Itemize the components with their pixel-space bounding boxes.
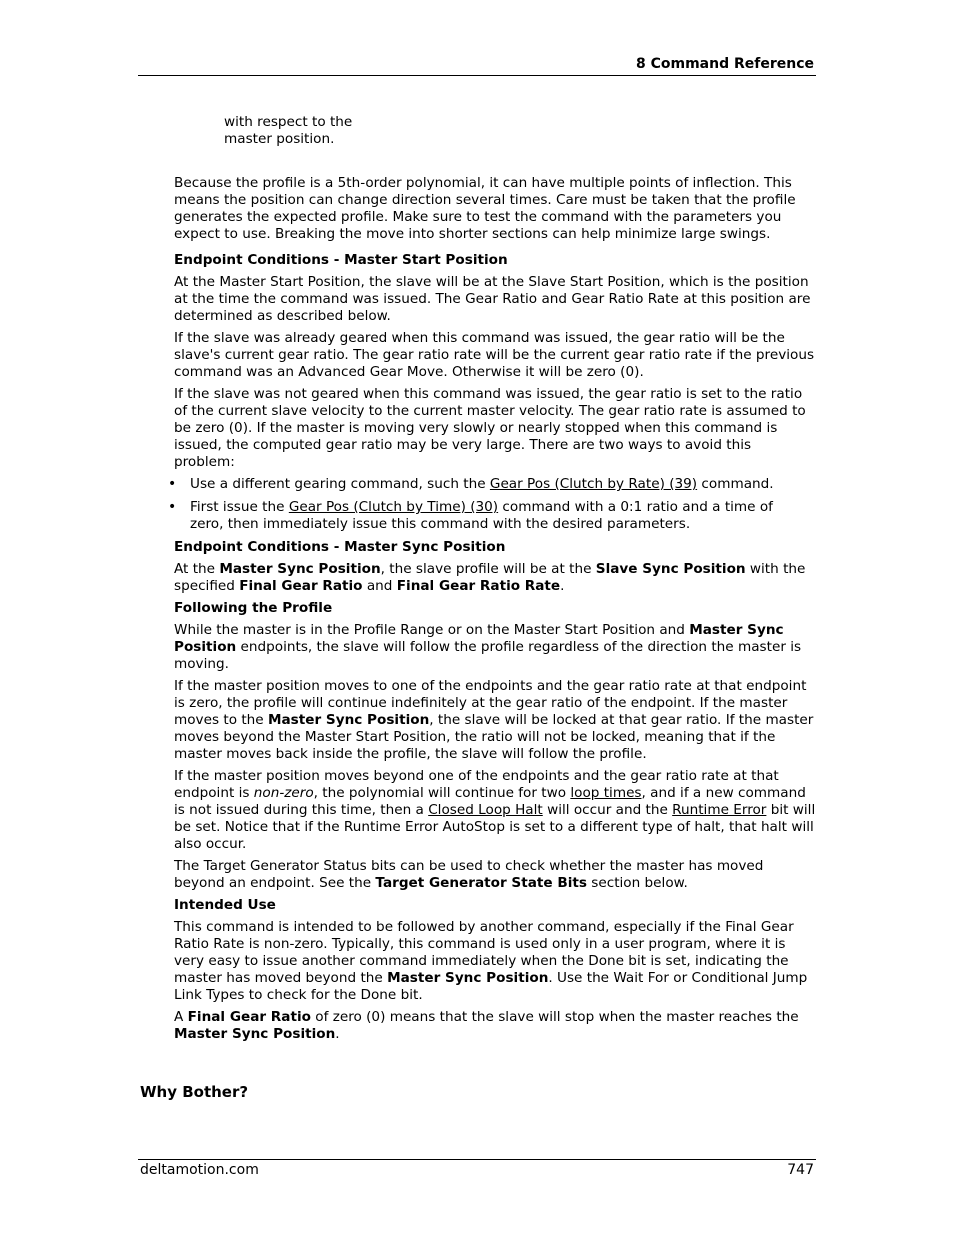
main-content — [174, 175, 816, 1048]
workaround-list — [174, 476, 816, 533]
table-fragment — [224, 114, 352, 148]
gear-pos-clutch-by-time-link[interactable]: Gear Pos (Clutch by Time) (30) — [288, 499, 499, 515]
fragment-line-1: with respect to the — [224, 114, 353, 130]
start-paragraph-1: At the Master Start Position, the slave will be at the Slave Start Position, which is the position at the time the command was issued. The Gear Ratio and Gear Ratio Rate at this position are determined as described below. — [174, 274, 811, 324]
intended-paragraph-2: A Final Gear Ratio of zero (0) means that the slave will stop when the master reaches the Master Sync Position. — [174, 1009, 799, 1042]
loop-times-link[interactable]: loop times — [570, 785, 642, 801]
sync-paragraph: At the Master Sync Position, the slave profile will be at the Slave Sync Position with the specified Final Gear Ratio and Final Gear Ratio Rate. — [174, 561, 806, 594]
header-rule — [138, 75, 816, 76]
list-item: • Use a different gearing command, such the Gear Pos (Clutch by Rate) (39) command. — [168, 476, 810, 493]
fragment-line-2: master position. — [224, 131, 335, 147]
list-item: • First issue the Gear Pos (Clutch by Time) (30) command with a 0:1 ratio and a time of zero, then immediately issue this command with the desired parameters. — [168, 499, 810, 533]
sync-heading: Endpoint Conditions - Master Sync Position — [174, 539, 506, 555]
following-paragraph-2: If the master position moves to one of the endpoints and the gear ratio rate at that endpoint is zero, the profile will continue indefinitely at the gear ratio of the endpoint. If the master moves to the Master Sync Position, the slave will be locked at that gear ratio. If the master moves beyond the Master Start Position, the ratio will not be locked, meaning that if the master moves back inside the profile, the slave will follow the profile. — [174, 678, 814, 762]
gear-pos-clutch-by-rate-link[interactable]: Gear Pos (Clutch by Rate) (39) — [489, 476, 698, 492]
following-paragraph-3: If the master position moves beyond one of the endpoints and the gear ratio rate at that endpoint is non-zero, the polynomial will continue for two loop times, and if a new command is not issued during this time, then a Closed Loop Halt will occur and the Runtime Error bit will be set. Notice that if the Runtime Error AutoStop is set to a different type of halt, that halt will also occur. — [174, 768, 816, 852]
section-heading-why-bother: Why Bother? — [140, 1083, 249, 1101]
start-paragraph-2: If the slave was already geared when this command was issued, the gear ratio will be the slave's current gear ratio. The gear ratio rate will be the current gear ratio rate if the previous command was an Advanced Gear Move. Otherwise it will be zero (0). — [174, 330, 815, 380]
footer-rule — [138, 1159, 816, 1160]
intro-paragraph: Because the profile is a 5th-order polynomial, it can have multiple points of inflection. This means the position can change direction several times. Care must be taken that the profile generates the expected profile. Make sure to test the command with the parameters you expect to use. Breaking the move into shorter sections can help minimize large swings. — [174, 175, 796, 242]
intended-paragraph-1: This command is intended to be followed by another command, especially if the Final Gear Ratio Rate is non-zero. Typically, this command is used only in a user program, where it is very easy to issue another command immediately when the Done bit is set, indicating the master has moved beyond the Master Sync Position. Use the Wait For or Conditional Jump Link Types to check for the Done bit. — [174, 919, 808, 1003]
start-paragraph-3: If the slave was not geared when this command was issued, the gear ratio is set to the ratio of the current slave velocity to the current master velocity. The gear ratio rate is assumed to be zero (0). If the master is moving very slowly or nearly stopped when this command is issued, the computed gear ratio may be very large. There are two ways to avoid this problem: — [174, 386, 806, 470]
closed-loop-halt-link[interactable]: Closed Loop Halt — [428, 802, 543, 818]
page-number: 747 — [787, 1162, 814, 1178]
footer-site: deltamotion.com — [140, 1162, 259, 1178]
following-paragraph-1: While the master is in the Profile Range or on the Master Start Position and Master Sync Position endpoints, the slave will follow the profile regardless of the direction the master is moving. — [174, 622, 802, 672]
start-heading: Endpoint Conditions - Master Start Position — [174, 252, 508, 268]
runtime-error-link[interactable]: Runtime Error — [672, 802, 767, 818]
intended-heading: Intended Use — [174, 897, 276, 913]
following-paragraph-4: The Target Generator Status bits can be used to check whether the master has moved beyond an endpoint. See the Target Generator State Bits section below. — [174, 858, 764, 891]
header-title: 8 Command Reference — [635, 56, 814, 72]
following-heading: Following the Profile — [174, 600, 333, 616]
